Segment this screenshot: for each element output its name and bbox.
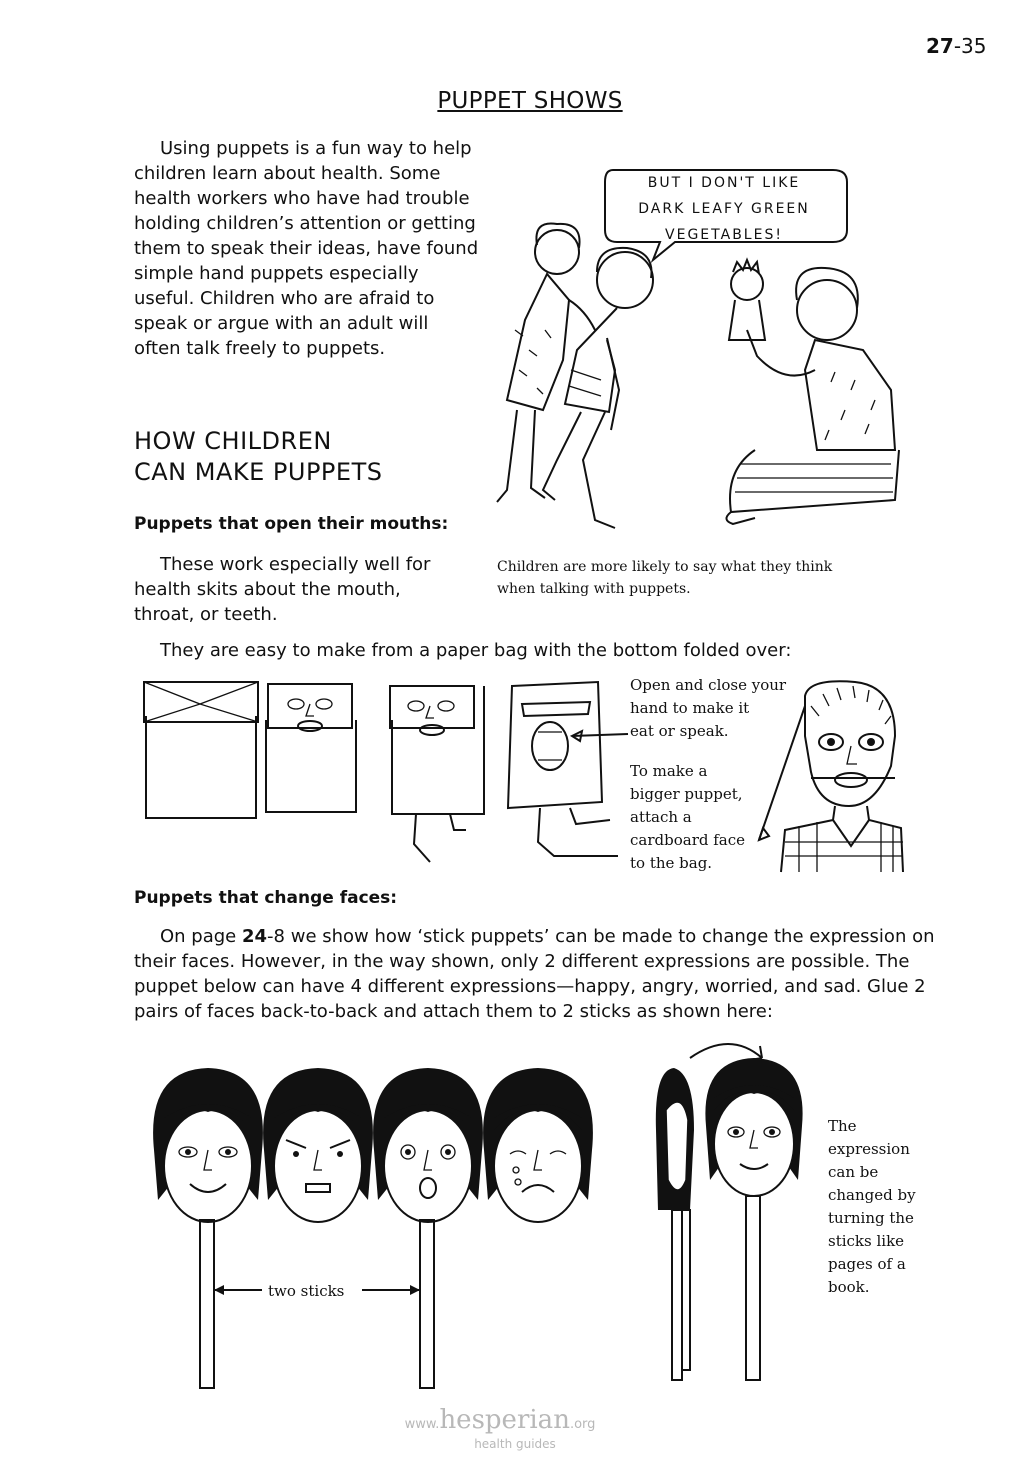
turning-faces-illustration: [650, 1030, 820, 1390]
page-number: 27-35: [926, 34, 987, 58]
subheading-faces: Puppets that change faces:: [134, 888, 398, 908]
illustration-caption: Children are more likely to say what they think when talking with puppets.: [497, 559, 833, 597]
paper-bag-steps-illustration: [140, 674, 630, 870]
sticks-label: two sticks: [268, 1282, 345, 1300]
section-heading: HOW CHILDREN CAN MAKE PUPPETS: [134, 427, 383, 486]
faces-paragraph: On page 24-8 we show how ‘stick puppets’ can be made to change the expression on their faces. However, in the way shown, only 2 different expressions are possible. The puppet below can have 4 different expressions—happy, angry, worried, and sad. Glue 2 pairs of faces back-to-back and attach them to 2 sticks as shown here:: [134, 926, 935, 1022]
footer-watermark: www.hesperian.org health guides: [404, 1405, 596, 1451]
intro-paragraph: Using puppets is a fun way to help children learn about health. Some health workers who have had trouble holding children’s attention or getting them to speak their ideas, have found simple hand puppets especially useful. Children who are afraid to speak or argue with an adult will often talk freely to puppets.: [134, 138, 479, 359]
expression-note: The expression can be changed by turning the sticks like pages of a book.: [828, 1117, 916, 1296]
open-close-note: Open and close your hand to make it eat or speak.: [630, 676, 787, 740]
four-faces-illustration: [146, 1060, 616, 1394]
cardboard-face-illustration: [745, 676, 905, 876]
mouths-paragraph: These work especially well for health skits about the mouth, throat, or teeth.: [134, 554, 431, 625]
page-title: PUPPET SHOWS: [437, 88, 623, 114]
subheading-mouths: Puppets that open their mouths:: [134, 514, 449, 534]
paper-bag-paragraph: They are easy to make from a paper bag with the bottom folded over:: [160, 640, 792, 661]
bigger-puppet-note: To make a bigger puppet, attach a cardboard face to the bag.: [630, 762, 746, 872]
speech-bubble-text: BUT I DON'T LIKE DARK LEAFY GREEN VEGETABLES!: [638, 175, 810, 243]
